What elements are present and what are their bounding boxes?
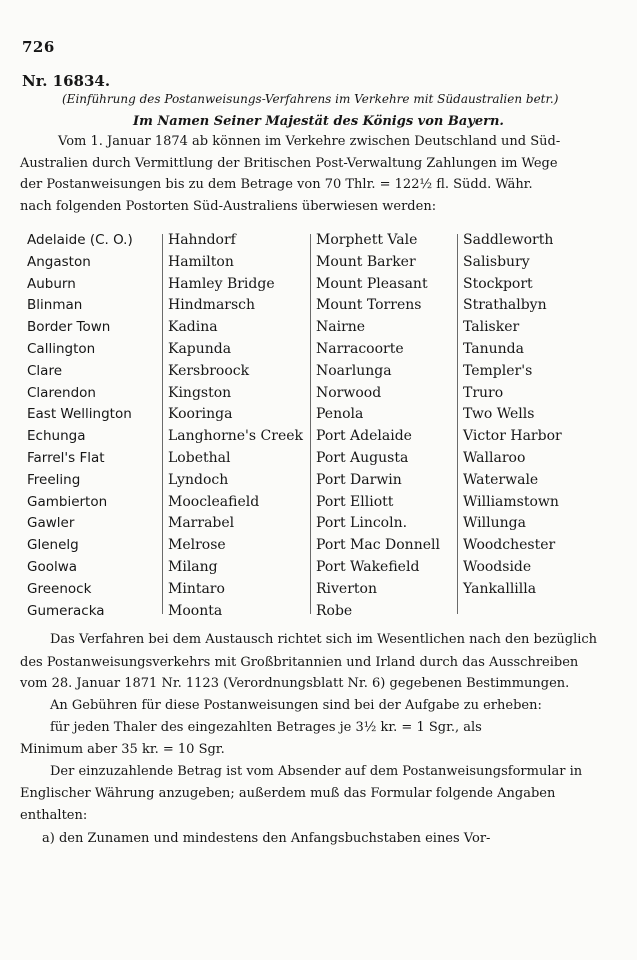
place-name: Templer's xyxy=(463,362,533,379)
place-name: Port Augusta xyxy=(316,449,409,466)
place-name: Moocleafield xyxy=(168,493,260,510)
place-name: Angaston xyxy=(27,253,91,270)
place-name: Riverton xyxy=(316,580,377,597)
place-name: Port Darwin xyxy=(316,471,402,488)
intro-line: der Postanweisungen bis zu dem Betrage von 70 Thlr. = 122½ fl. Südd. Währ. xyxy=(20,177,533,192)
place-name: Victor Harbor xyxy=(463,428,562,445)
place-name: Nairne xyxy=(316,319,366,336)
place-name: Hamley Bridge xyxy=(168,275,275,292)
column-divider xyxy=(162,234,163,614)
place-name: Melrose xyxy=(168,537,226,554)
page-number: 726 xyxy=(22,38,55,56)
place-name: Langhorne's Creek xyxy=(168,428,304,445)
body-line: Der einzuzahlende Betrag ist vom Absender auf dem Postanweisungsformular in xyxy=(50,764,583,779)
place-name: Strathalbyn xyxy=(463,297,547,314)
column-divider xyxy=(457,234,458,614)
place-name: Border Town xyxy=(27,319,111,336)
body-line: enthalten: xyxy=(20,808,88,823)
place-name: Robe xyxy=(316,602,353,619)
place-name: Freeling xyxy=(27,471,81,488)
place-name: Noarlunga xyxy=(316,362,392,379)
place-column-2 xyxy=(168,230,303,622)
place-name: Woodside xyxy=(463,558,532,575)
place-name: Saddleworth xyxy=(463,232,554,248)
place-name: Mintaro xyxy=(168,580,225,597)
fee-line: Minimum aber 35 kr. = 10 Sgr. xyxy=(20,742,225,757)
intro-paragraph xyxy=(20,131,594,217)
place-name: Mount Torrens xyxy=(316,297,422,314)
place-name: Echunga xyxy=(27,428,86,445)
body-line: Das Verfahren bei dem Austausch richtet sich im Wesentlichen nach den bezüglich xyxy=(50,632,598,647)
place-name: Moonta xyxy=(168,602,223,619)
place-name: Hamilton xyxy=(168,253,234,270)
place-name: Penola xyxy=(316,406,364,423)
place-name: Lobethal xyxy=(168,449,231,466)
place-name: Willunga xyxy=(463,515,526,532)
place-name: Hindmarsch xyxy=(168,297,256,314)
place-name: Salisbury xyxy=(463,253,530,270)
place-name: Waterwale xyxy=(463,471,539,488)
post-office-list xyxy=(27,230,587,618)
list-item-a: a) den Zunamen und mindestens den Anfangsbuchstaben eines Vor- xyxy=(42,831,491,846)
place-name: Glenelg xyxy=(27,537,79,554)
place-name: Auburn xyxy=(27,275,76,292)
column-divider xyxy=(310,234,311,614)
intro-line: nach folgenden Postorten Süd-Australiens überwiesen werden: xyxy=(20,198,437,214)
document-number: Nr. 16834. xyxy=(22,72,111,90)
decree-heading: Im Namen Seiner Majestät des Königs von Bayern. xyxy=(133,114,504,129)
place-name: Port Adelaide xyxy=(316,428,412,445)
body-line: Englischer Währung anzugeben; außerdem muß das Formular folgende Angaben xyxy=(20,786,556,801)
place-name: Mount Barker xyxy=(316,253,416,270)
place-name: Greenock xyxy=(27,580,92,597)
place-name: Farrel's Flat xyxy=(27,449,105,466)
place-name: Port Mac Donnell xyxy=(316,537,440,554)
place-name: Marrabel xyxy=(168,515,235,532)
place-name: Talisker xyxy=(463,319,520,336)
place-name: Kadina xyxy=(168,319,218,336)
place-name: Milang xyxy=(168,558,218,575)
fee-line: für jeden Thaler des eingezahlten Betrages je 3½ kr. = 1 Sgr., als xyxy=(50,720,482,735)
place-name: Gawler xyxy=(27,515,75,532)
place-name: Two Wells xyxy=(463,406,535,423)
place-name: Yankallilla xyxy=(463,580,537,597)
place-name: Kooringa xyxy=(168,406,233,423)
place-name: Wallaroo xyxy=(463,449,526,466)
place-name: Tanunda xyxy=(463,340,524,357)
place-name: Morphett Vale xyxy=(316,232,418,248)
place-name: Port Elliott xyxy=(316,493,394,510)
intro-line: Australien durch Vermittlung der Britischen Post-Verwaltung Zahlungen im Wege xyxy=(20,155,558,171)
document-subtitle: (Einführung des Postanweisungs-Verfahrens im Verkehre mit Südaustralien betr.) xyxy=(62,92,559,106)
intro-line: Vom 1. Januar 1874 ab können im Verkehre zwischen Deutschland und Süd- xyxy=(58,134,561,149)
place-name: Callington xyxy=(27,340,96,357)
body-line: vom 28. Januar 1871 Nr. 1123 (Verordnungsblatt Nr. 6) gegebenen Bestimmungen. xyxy=(20,676,570,691)
body-line: An Gebühren für diese Postanweisungen sind bei der Aufgabe zu erheben: xyxy=(50,698,542,713)
place-name: Port Lincoln. xyxy=(316,515,408,532)
place-name: Woodchester xyxy=(463,537,556,554)
place-name: Hahndorf xyxy=(168,232,236,248)
place-name: Norwood xyxy=(316,384,382,401)
place-name: Kersbroock xyxy=(168,362,250,379)
place-name: Goolwa xyxy=(27,558,78,575)
place-column-3 xyxy=(316,230,440,622)
place-name: Blinman xyxy=(27,297,83,314)
place-name: Adelaide (C. O.) xyxy=(27,232,133,248)
place-name: Truro xyxy=(463,384,504,401)
place-name: East Wellington xyxy=(27,406,132,423)
place-name: Lyndoch xyxy=(168,471,229,488)
body-line: des Postanweisungsverkehrs mit Großbritannien und Irland durch das Ausschreiben xyxy=(20,655,579,670)
place-name: Kingston xyxy=(168,384,232,401)
place-name: Mount Pleasant xyxy=(316,275,428,292)
place-column-1 xyxy=(27,230,133,622)
place-name: Kapunda xyxy=(168,340,232,357)
place-name: Clarendon xyxy=(27,384,96,401)
place-name: Clare xyxy=(27,362,63,379)
place-name: Gumeracka xyxy=(27,602,105,619)
place-name: Gambierton xyxy=(27,493,108,510)
place-name: Stockport xyxy=(463,275,533,292)
place-column-4 xyxy=(463,230,562,601)
place-name: Port Wakefield xyxy=(316,558,420,575)
place-name: Williamstown xyxy=(463,493,559,510)
place-name: Narracoorte xyxy=(316,340,404,357)
